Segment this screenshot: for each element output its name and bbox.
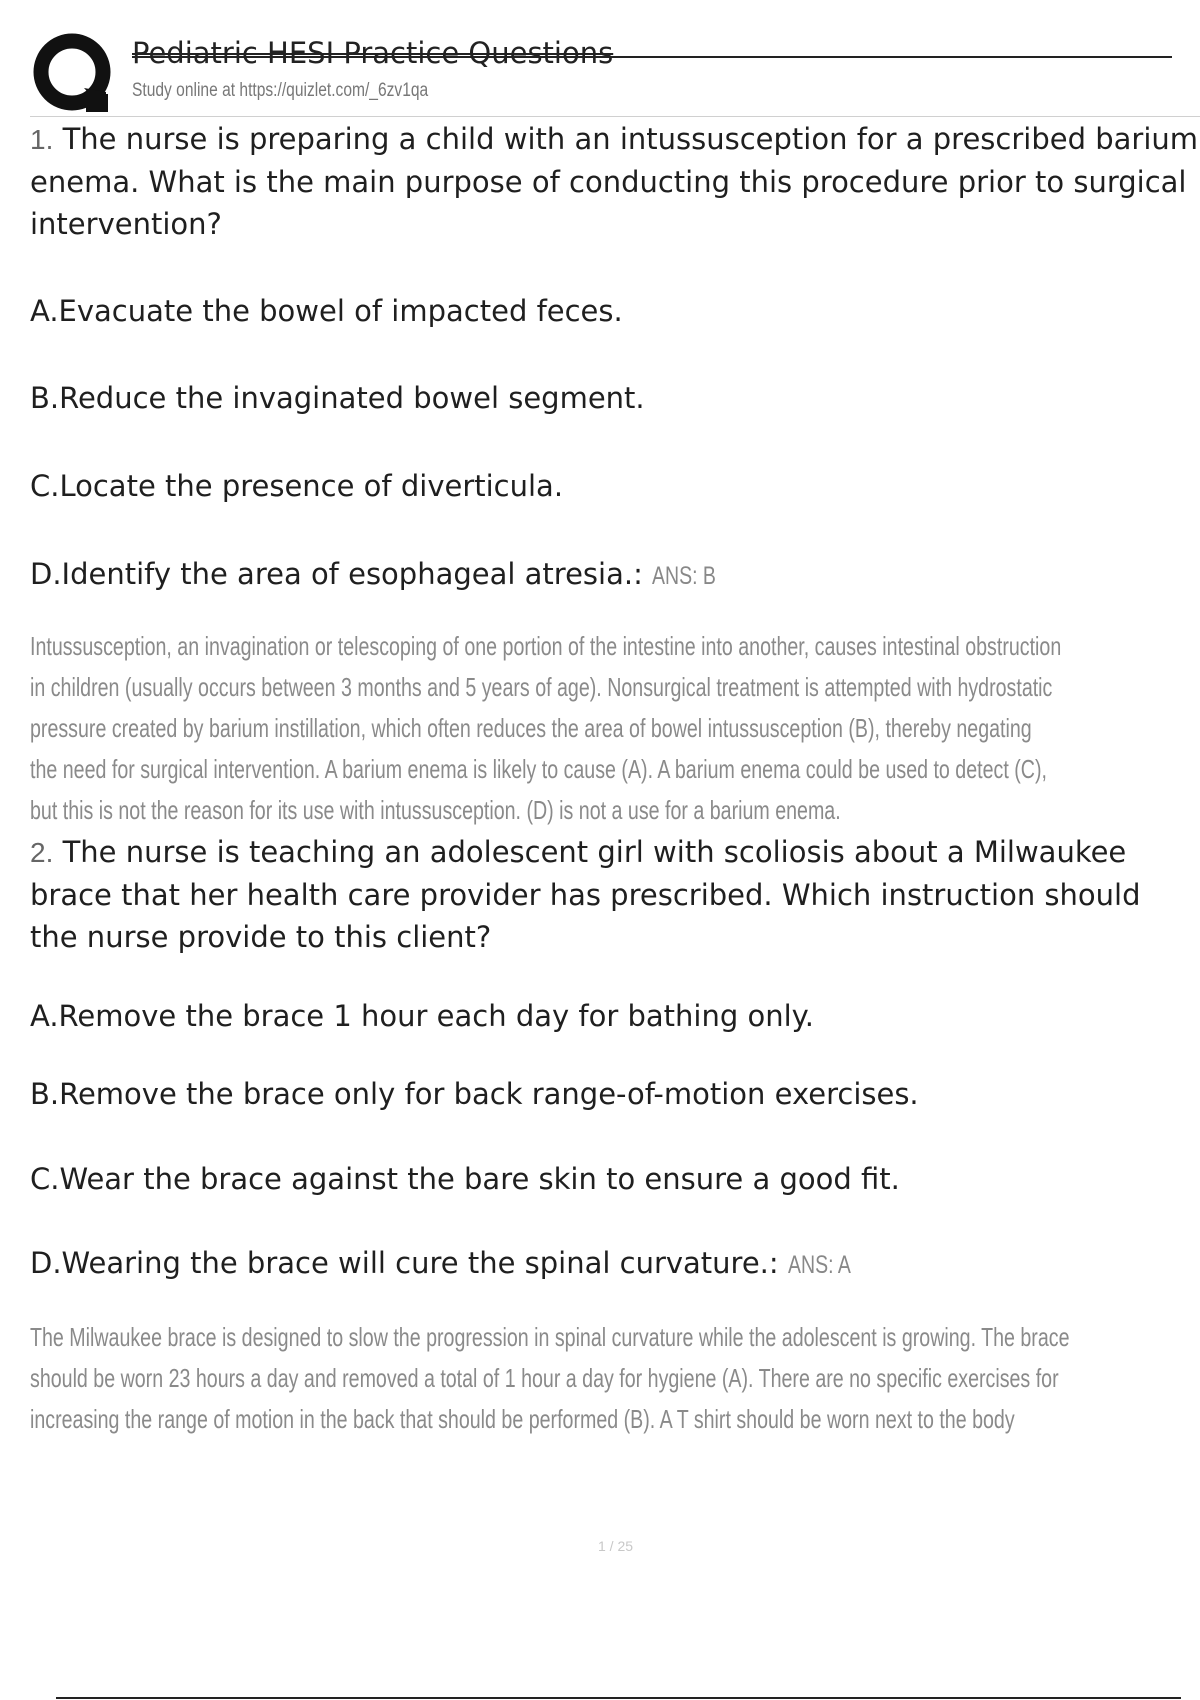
- question-number: 2.: [30, 837, 54, 868]
- document-body: [30, 118, 1200, 1440]
- rationale-line: increasing the range of motion in the back that should be performed (B). A T shirt should be worn next to the body: [30, 1404, 1015, 1434]
- answer-option-a: A.Evacuate the bowel of impacted feces.: [30, 294, 623, 328]
- question-stem: [30, 831, 1200, 874]
- quizlet-logo-icon: [32, 32, 116, 116]
- rationale-line: should be worn 23 hours a day and removed a total of 1 hour a day for hygiene (A). There are no specific exercises for: [30, 1363, 1059, 1393]
- document-header: [30, 32, 1200, 118]
- footer-divider: [56, 1697, 1181, 1699]
- answer-option-d: [30, 1243, 1200, 1285]
- question-stem-line: enema. What is the main purpose of conducting this procedure prior to surgical: [30, 165, 1187, 199]
- rationale-line: but this is not the reason for its use with intussusception. (D) is not a use for a barium enema.: [30, 795, 841, 825]
- document-title: Pediatric HESI Practice Questions: [132, 36, 614, 70]
- answer-option-a: A.Remove the brace 1 hour each day for bathing only.: [30, 999, 814, 1033]
- question-stem-line: intervention?: [30, 207, 222, 241]
- rationale-line: in children (usually occurs between 3 months and 5 years of age). Nonsurgical treatment is attempted with hydrostatic: [30, 672, 1053, 702]
- rationale: [30, 626, 1200, 831]
- question-stem-line: The nurse is teaching an adolescent girl with scoliosis about a Milwaukee: [62, 835, 1127, 869]
- question-block: [30, 118, 1200, 831]
- answer-key: ANS: A: [787, 1251, 851, 1279]
- rationale-line: The Milwaukee brace is designed to slow the progression in spinal curvature while the adolescent is growing. The brace: [30, 1322, 1070, 1352]
- answer-key: ANS: B: [652, 562, 717, 590]
- rationale-line: pressure created by barium instillation, which often reduces the area of bowel intussusception (B), thereby negating: [30, 713, 1032, 743]
- rationale-line: Intussusception, an invagination or telescoping of one portion of the intestine into another, causes intestinal obstruction: [30, 631, 1062, 661]
- option-text: D.Wearing the brace will cure the spinal curvature.:: [30, 1246, 779, 1280]
- question-stem-line: the nurse provide to this client?: [30, 920, 492, 954]
- rationale-line: the need for surgical intervention. A barium enema is likely to cause (A). A barium enema could be used to detect (C),: [30, 754, 1047, 784]
- question-stem-line: brace that her health care provider has prescribed. Which instruction should: [30, 878, 1141, 912]
- rationale: [30, 1317, 1200, 1440]
- header-divider: [30, 116, 1200, 117]
- answer-option-b: B.Reduce the invaginated bowel segment.: [30, 381, 645, 415]
- page-number: 1 / 25: [598, 1538, 634, 1554]
- answer-option-c: C.Locate the presence of diverticula.: [30, 469, 564, 503]
- study-online-link[interactable]: Study online at https://quizlet.com/_6zv1qa: [132, 80, 429, 101]
- question-block: [30, 831, 1200, 1440]
- answer-option-c: C.Wear the brace against the bare skin to ensure a good fit.: [30, 1162, 900, 1196]
- answer-option-d: [30, 554, 1200, 596]
- option-text: D.Identify the area of esophageal atresia.:: [30, 557, 643, 591]
- question-stem: [30, 118, 1200, 161]
- question-number: 1.: [30, 124, 54, 155]
- question-stem-line: The nurse is preparing a child with an intussusception for a prescribed barium: [62, 122, 1199, 156]
- answer-option-b: B.Remove the brace only for back range-of-motion exercises.: [30, 1077, 919, 1111]
